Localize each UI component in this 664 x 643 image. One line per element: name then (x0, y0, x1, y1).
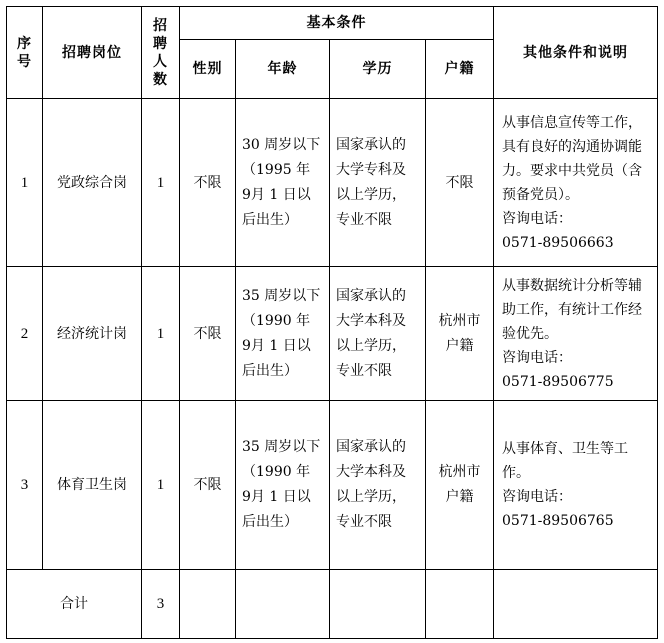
total-empty-other (494, 570, 658, 639)
row-count-text: 1 (156, 477, 165, 493)
row-other-text: 从事体育、卫生等工作。 咨询电话： 0571-89506765 (502, 441, 628, 529)
row-count (142, 401, 180, 570)
row-hukou (426, 267, 494, 401)
header-other (494, 7, 658, 99)
row-education (330, 267, 426, 401)
row-hukou-text: 不限 (445, 174, 474, 191)
recruitment-table (6, 6, 658, 639)
row-age (236, 267, 330, 401)
row-position (43, 99, 142, 267)
row-education-text: 国家承认的大学本科及以上学历，专业不限 (336, 439, 406, 530)
total-count-text: 3 (156, 596, 165, 612)
header-age (236, 40, 330, 99)
row-seq (7, 99, 43, 267)
row-other (494, 401, 658, 570)
header-gender (180, 40, 236, 99)
row-age-text: 30 周岁以下（1995 年 9月 1 日以后出生） (242, 136, 321, 228)
header-education-text: 学历 (362, 61, 393, 77)
header-count-text: 招 聘 人 数 (153, 17, 168, 88)
row-other (494, 99, 658, 267)
row-education (330, 99, 426, 267)
row-count-text: 1 (156, 325, 165, 342)
header-other-text: 其他条件和说明 (523, 44, 628, 61)
header-seq-text: 序 号 (17, 35, 32, 70)
row-age-text: 35 周岁以下（1990 年 9月 1 日以后出生） (242, 287, 321, 379)
row-count-text: 1 (156, 174, 165, 191)
row-other (494, 267, 658, 401)
row-position (43, 267, 142, 401)
row-gender (180, 267, 236, 401)
row-hukou-text: 杭州市户籍 (438, 312, 481, 354)
total-empty-education (330, 570, 426, 639)
row-seq-text: 3 (20, 477, 29, 493)
table-row (7, 99, 658, 267)
total-label (7, 570, 142, 639)
row-seq-text: 1 (20, 174, 29, 191)
row-hukou (426, 401, 494, 570)
row-seq-text: 2 (20, 325, 29, 342)
header-position (43, 7, 142, 99)
row-age-text: 35 周岁以下（1990 年 9月 1 日以后出生） (242, 439, 321, 530)
row-count (142, 267, 180, 401)
row-education-text: 国家承认的大学专科及以上学历，专业不限 (336, 136, 406, 228)
header-basic-conditions (180, 7, 494, 40)
total-empty-age (236, 570, 330, 639)
table-row (7, 401, 658, 570)
header-education (330, 40, 426, 99)
row-position (43, 401, 142, 570)
row-position-text: 经济统计岗 (57, 325, 127, 342)
header-age-text: 年龄 (267, 61, 298, 77)
total-label-text: 合计 (60, 596, 88, 612)
header-seq (7, 7, 43, 99)
row-seq (7, 401, 43, 570)
row-count (142, 99, 180, 267)
row-position-text: 党政综合岗 (57, 174, 127, 191)
header-count (142, 7, 180, 99)
header-position-text: 招聘岗位 (62, 44, 122, 61)
row-position-text: 体育卫生岗 (57, 477, 127, 493)
row-gender-text: 不限 (193, 325, 222, 342)
row-gender-text: 不限 (193, 174, 222, 191)
row-seq (7, 267, 43, 401)
total-row (7, 570, 658, 639)
row-hukou-text: 杭州市户籍 (438, 464, 481, 505)
row-gender (180, 401, 236, 570)
total-empty-gender (180, 570, 236, 639)
row-hukou (426, 99, 494, 267)
header-hukou (426, 40, 494, 99)
row-education (330, 401, 426, 570)
total-count (142, 570, 180, 639)
row-gender-text: 不限 (193, 477, 222, 493)
row-other-text: 从事信息宣传等工作，具有良好的沟通协调能力。要求中共党员（含预备党员）。 咨询电话： 0571-89506663 (502, 114, 642, 251)
row-age (236, 401, 330, 570)
header-hukou-text: 户籍 (444, 61, 475, 77)
header-gender-text: 性别 (192, 61, 223, 77)
row-gender (180, 99, 236, 267)
total-empty-hukou (426, 570, 494, 639)
row-other-text: 从事数据统计分析等辅助工作，有统计工作经验优先。 咨询电话： 0571-89506775 (502, 277, 642, 390)
header-basic-conditions-text: 基本条件 (306, 15, 367, 31)
row-education-text: 国家承认的大学本科及以上学历，专业不限 (336, 287, 406, 379)
table-row (7, 267, 658, 401)
row-age (236, 99, 330, 267)
